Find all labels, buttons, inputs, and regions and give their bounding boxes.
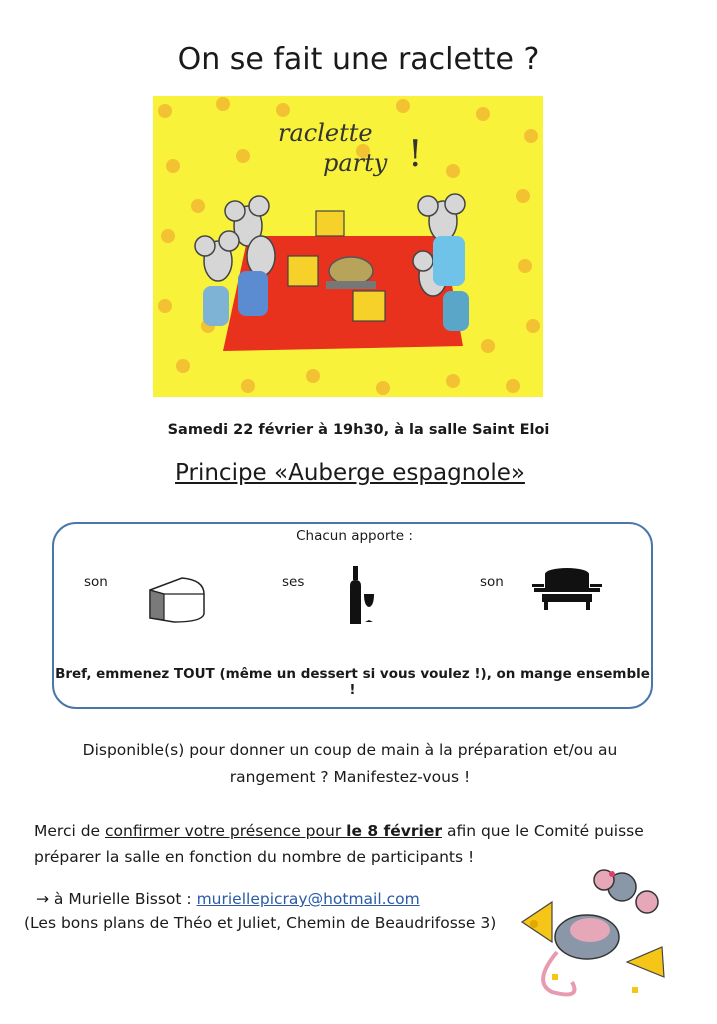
event-details: Samedi 22 février à 19h30, à la salle Saint Eloi — [167, 422, 550, 438]
cheese-icon — [144, 572, 206, 624]
raclette-grill-icon — [530, 564, 604, 612]
contact-address: (Les bons plans de Théo et Juliet, Chemin de Beaudrifosse 3) — [24, 914, 497, 932]
contact-line — [36, 890, 420, 908]
confirm-deadline: le 8 février — [346, 822, 443, 840]
bring-box-footer: Bref, emmenez TOUT (même un dessert si vous voulez !), on mange ensemble ! — [55, 666, 650, 698]
principle-heading: Principe «Auberge espagnole» — [175, 460, 525, 486]
poster-exclamation: ! — [408, 134, 423, 175]
mouse-with-cheese-illustration — [512, 862, 672, 1004]
email-link[interactable]: muriellepicray@hotmail.com — [196, 890, 420, 908]
item-label-raclette: son — [480, 574, 504, 590]
help-line-2: rangement ? Manifestez-vous ! — [229, 768, 471, 786]
wine-bottle-icon — [346, 564, 376, 626]
help-line-1: Disponible(s) pour donner un coup de main à la préparation et/ou au — [82, 741, 618, 759]
bring-box-title: Chacun apporte : — [296, 528, 413, 544]
item-label-wine: ses — [282, 574, 305, 590]
raclette-party-illustration — [153, 96, 543, 397]
help-request — [40, 737, 660, 791]
confirm-line-2: préparer la salle en fonction du nombre de participants ! — [34, 848, 475, 866]
confirm-line-1: Merci de confirmer votre présence pour le 8 février afin que le Comité puisse — [34, 822, 644, 840]
poster-caption-1: raclette — [278, 119, 373, 147]
contact-name: à Murielle Bissot : — [49, 890, 197, 908]
bring-items-box — [52, 522, 653, 709]
item-label-cheese: son — [84, 574, 108, 590]
poster-caption-2: party — [323, 149, 388, 177]
arrow-icon: → — [36, 890, 49, 908]
page-title: On se fait une raclette ? — [177, 42, 540, 77]
